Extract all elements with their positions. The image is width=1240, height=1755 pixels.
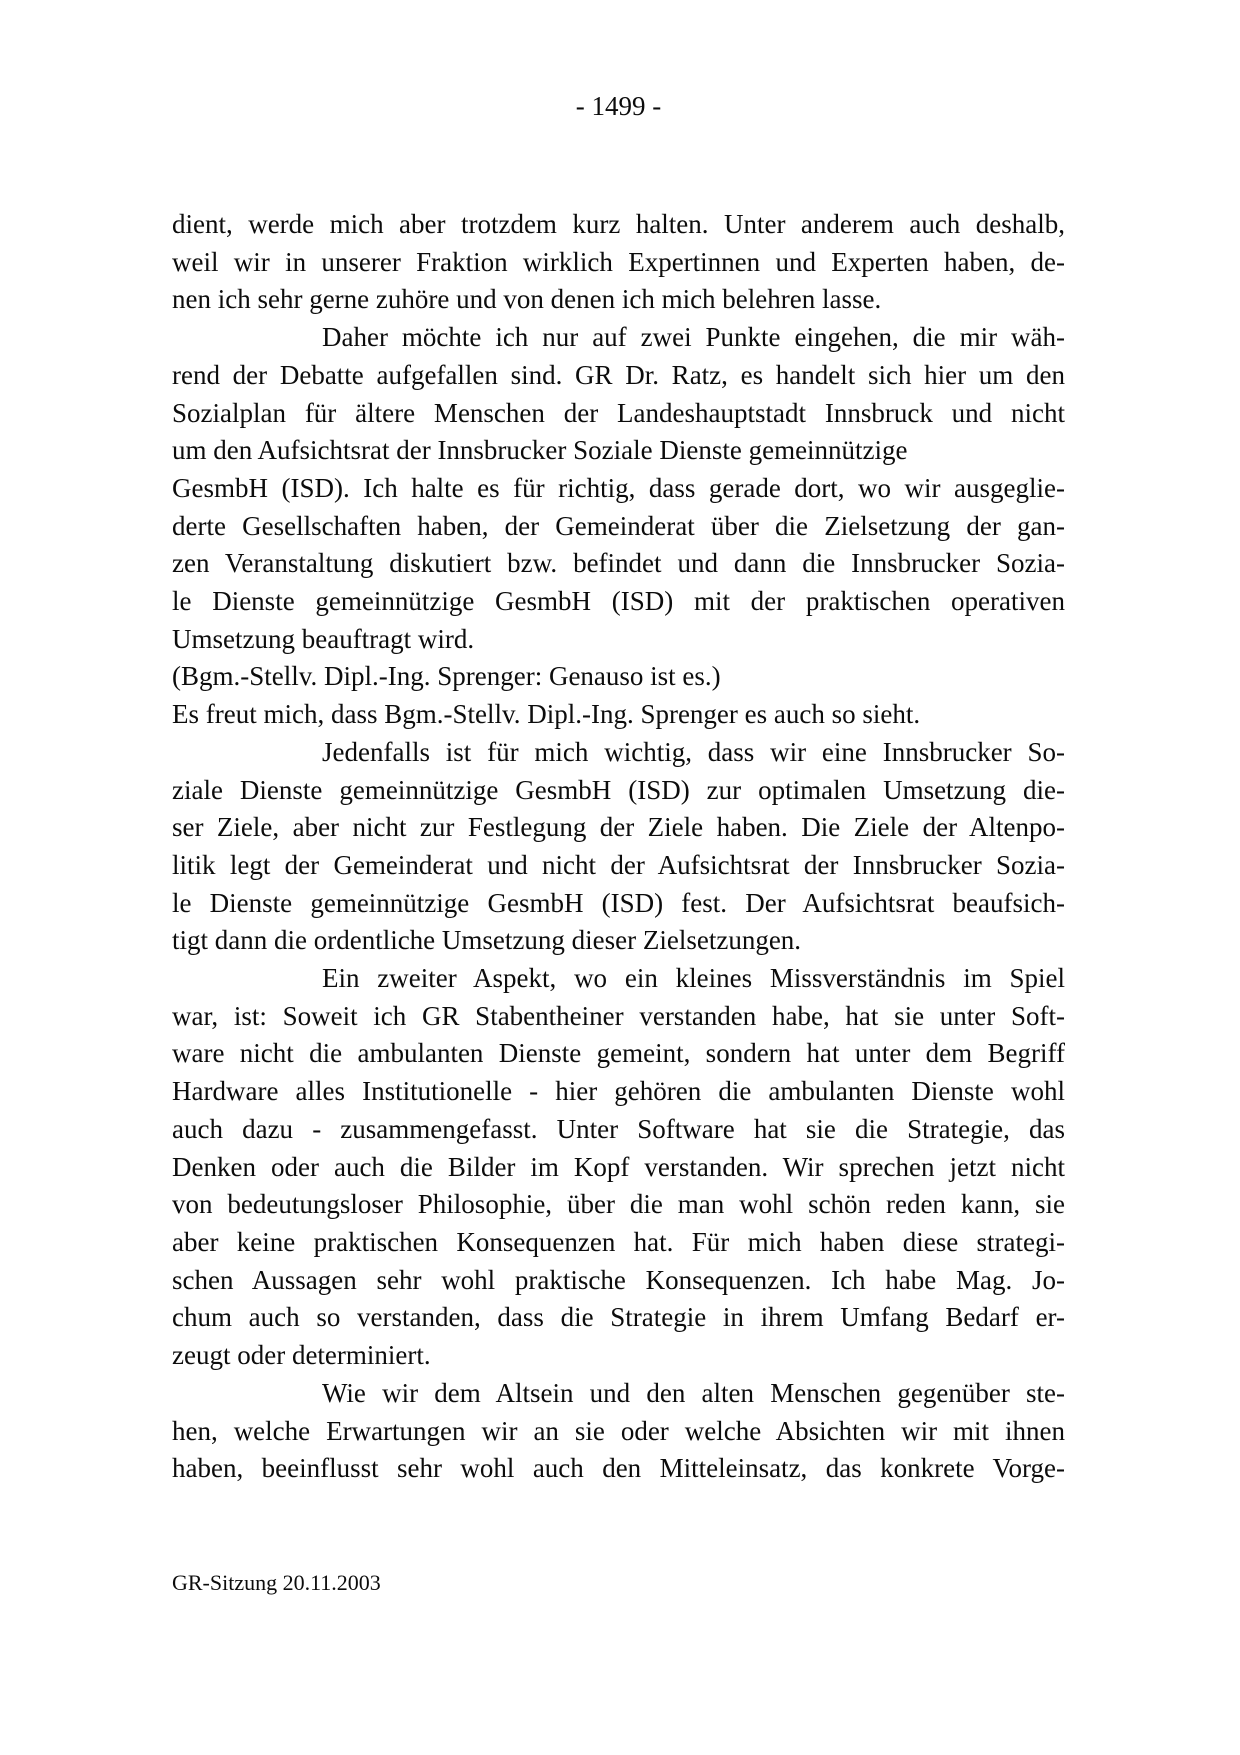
- text-line: le Dienste gemeinnützige GesmbH (ISD) mit der praktischen operativen: [172, 586, 1065, 617]
- text-line: ser Ziele, aber nicht zur Festlegung der Ziele haben. Die Ziele der Altenpo-: [172, 812, 1065, 843]
- text-line: tigt dann die ordentliche Umsetzung dieser Zielsetzungen.: [172, 925, 802, 956]
- text-line: schen Aussagen sehr wohl praktische Konsequenzen. Ich habe Mag. Jo-: [172, 1264, 1065, 1295]
- text-line: (Bgm.-Stellv. Dipl.-Ing. Sprenger: Genauso ist es.): [172, 661, 721, 692]
- text-line: nen ich sehr gerne zuhöre und von denen ich mich belehren lasse.: [172, 284, 882, 315]
- text-line: Wie wir dem Altsein und den alten Menschen gegenüber ste-: [322, 1377, 1065, 1408]
- text-line: rend der Debatte aufgefallen sind. GR Dr. Ratz, es handelt sich hier um den: [172, 359, 1065, 390]
- text-line: chum auch so verstanden, dass die Strategie in ihrem Umfang Bedarf er-: [172, 1302, 1065, 1333]
- paragraph: [172, 319, 1065, 658]
- text-line: le Dienste gemeinnützige GesmbH (ISD) fest. Der Aufsichtsrat beaufsich-: [172, 887, 1065, 918]
- body-text: [172, 206, 1065, 1488]
- paragraph: [172, 696, 1065, 734]
- text-line: von bedeutungsloser Philosophie, über die man wohl schön reden kann, sie: [172, 1189, 1065, 1220]
- text-line: GesmbH (ISD). Ich halte es für richtig, dass gerade dort, wo wir ausgeglie-: [172, 472, 1065, 503]
- text-line: weil wir in unserer Fraktion wirklich Expertinnen und Experten haben, de-: [172, 246, 1065, 277]
- text-line: dient, werde mich aber trotzdem kurz halten. Unter anderem auch deshalb,: [172, 209, 1065, 239]
- text-line: war, ist: Soweit ich GR Stabentheiner verstanden habe, hat sie unter Soft-: [172, 1000, 1065, 1031]
- text-line: Es freut mich, dass Bgm.-Stellv. Dipl.-Ing. Sprenger es auch so sieht.: [172, 699, 921, 730]
- paragraph: [172, 734, 1065, 960]
- text-line: litik legt der Gemeinderat und nicht der Aufsichtsrat der Innsbrucker Sozia-: [172, 849, 1065, 880]
- text-line: hen, welche Erwartungen wir an sie oder welche Absichten wir mit ihnen: [172, 1415, 1065, 1446]
- text-line: zeugt oder determiniert.: [172, 1340, 431, 1371]
- footer-text: GR-Sitzung 20.11.2003: [172, 1570, 381, 1595]
- text-line: derte Gesellschaften haben, der Gemeinderat über die Zielsetzung der gan-: [172, 510, 1065, 541]
- text-line: Hardware alles Institutionelle - hier gehören die ambulanten Dienste wohl: [172, 1076, 1065, 1107]
- text-line: ware nicht die ambulanten Dienste gemeint, sondern hat unter dem Begriff: [172, 1038, 1065, 1069]
- text-line: Jedenfalls ist für mich wichtig, dass wir eine Innsbrucker So-: [322, 736, 1065, 767]
- text-line: um den Aufsichtsrat der Innsbrucker Soziale Dienste gemeinnützige: [172, 435, 908, 466]
- text-line: Denken oder auch die Bilder im Kopf verstanden. Wir sprechen jetzt nicht: [172, 1151, 1065, 1182]
- page-number: - 1499 -: [575, 91, 662, 121]
- paragraph: [172, 1375, 1065, 1488]
- text-line: aber keine praktischen Konsequenzen hat. Für mich haben diese strategi-: [172, 1226, 1065, 1257]
- text-line: Umsetzung beauftragt wird.: [172, 623, 475, 654]
- text-line: Sozialplan für ältere Menschen der Landeshauptstadt Innsbruck und nicht: [172, 397, 1065, 428]
- text-line: Ein zweiter Aspekt, wo ein kleines Missverständnis im Spiel: [322, 963, 1065, 994]
- paragraph-interjection: [172, 658, 1065, 696]
- text-line: Daher möchte ich nur auf zwei Punkte eingehen, die mir wäh-: [322, 322, 1065, 353]
- paragraph: [172, 960, 1065, 1375]
- text-line: haben, beeinflusst sehr wohl auch den Mitteleinsatz, das konkrete Vorge-: [172, 1453, 1065, 1484]
- text-line: ziale Dienste gemeinnützige GesmbH (ISD) zur optimalen Umsetzung die-: [172, 774, 1065, 805]
- text-line: zen Veranstaltung diskutiert bzw. befindet und dann die Innsbrucker Sozia-: [172, 548, 1065, 579]
- text-line: auch dazu - zusammengefasst. Unter Software hat sie die Strategie, das: [172, 1113, 1065, 1144]
- paragraph: [172, 206, 1065, 319]
